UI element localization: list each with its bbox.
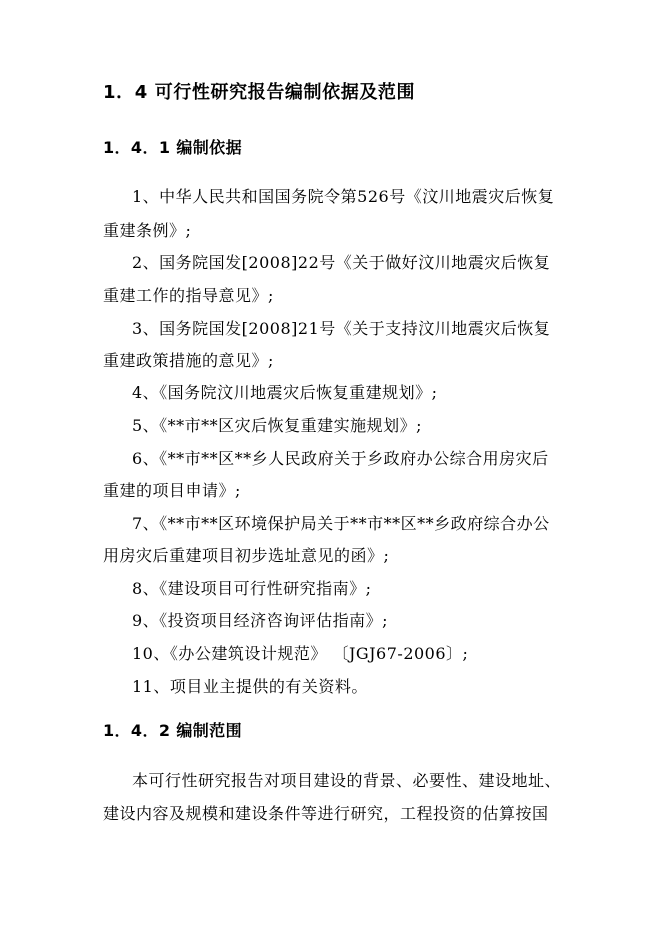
basis-item-7-line-1: 7、《**市**区环境保护局关于**市**区**乡政府综合办公 <box>132 514 550 533</box>
basis-item-8: 8、《建设项目可行性研究指南》; <box>132 579 372 598</box>
basis-item-10: 10、《办公建筑设计规范》 〔JGJ67-2006〕; <box>132 644 469 663</box>
scope-heading: 1．4．2 编制范围 <box>103 721 242 740</box>
basis-item-2-line-2: 重建工作的指导意见》; <box>103 286 274 305</box>
basis-item-5: 5、《**市**区灾后恢复重建实施规划》; <box>132 416 423 435</box>
basis-item-11: 11、项目业主提供的有关资料。 <box>132 677 368 696</box>
basis-item-7-line-2: 用房灾后重建项目初步选址意见的函》; <box>103 546 390 565</box>
basis-item-1-line-2: 重建条例》; <box>103 221 192 240</box>
basis-item-1-line-1: 1、中华人民共和国国务院令第526号《汶川地震灾后恢复 <box>132 187 555 206</box>
scope-paragraph-line-1: 本可行性研究报告对项目建设的背景、必要性、建设地址、 <box>132 771 562 790</box>
basis-item-3-line-1: 3、国务院国发[2008]21号《关于支持汶川地震灾后恢复 <box>132 319 551 338</box>
basis-item-3-line-2: 重建政策措施的意见》; <box>103 351 274 370</box>
basis-heading: 1．4．1 编制依据 <box>103 138 242 157</box>
basis-item-6-line-2: 重建的项目申请》; <box>103 481 241 500</box>
basis-item-4: 4、《国务院汶川地震灾后恢复重建规划》; <box>132 383 438 402</box>
section-title: 1．4 可行性研究报告编制依据及范围 <box>103 82 416 103</box>
basis-item-6-line-1: 6、《**市**区**乡人民政府关于乡政府办公综合用房灾后 <box>132 449 549 468</box>
scope-paragraph-line-2: 建设内容及规模和建设条件等进行研究，工程投资的估算按国 <box>103 804 549 823</box>
basis-item-9: 9、《投资项目经济咨询评估指南》; <box>132 611 389 630</box>
basis-item-2-line-1: 2、国务院国发[2008]22号《关于做好汶川地震灾后恢复 <box>132 253 551 272</box>
